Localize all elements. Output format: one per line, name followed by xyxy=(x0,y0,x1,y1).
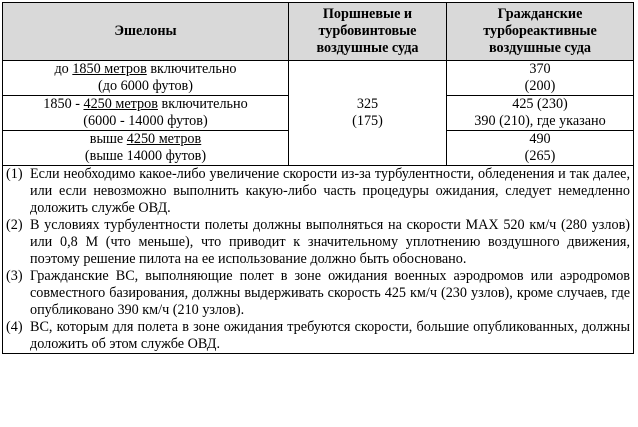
note-item: (3) Гражданские ВС, выполняющие полет в зоне ожидания военных аэродромов или аэродромов совместного базирования, должны выдерживать скорость 425 км/ч (230 узлов), кроме случаев, где опубликовано 390 км/ч (210 узлов). xyxy=(6,268,630,318)
table-row xyxy=(3,61,634,96)
note-item: (4) ВС, которым для полета в зоне ожидания требуются скорости, большие опубликованных, должны доложить об этом службе ОВД. xyxy=(6,319,630,352)
table-header-row xyxy=(3,3,634,61)
note-item: (2) В условиях турбулентности полеты должны выполняться на скорости MAX 520 км/ч (280 узлов) или 0,8 M (что меньше), что приводит к значительному уплотнению воздушного движения, поэтому решение пилота на ее использование должно быть обосновано. xyxy=(6,217,630,267)
civil-speed-cell: 425 (230) 390 (210), где указано xyxy=(447,96,634,131)
level-cell: 1850 - 4250 метров включительно (6000 - 14000 футов) xyxy=(3,96,289,131)
note-item: (1) Если необходимо какое-либо увеличение скорости из-за турбулентности, обледенения и так далее, или если невозможно выполнить какую-либо часть процедуры ожидания, следует немедленно доложить службе ОВД. xyxy=(6,166,630,216)
level-cell: до 1850 метров включительно (до 6000 футов) xyxy=(3,61,289,96)
holding-speed-table xyxy=(2,2,634,354)
header-piston-turboprop: Поршневые и турбовинтовые воздушные суда xyxy=(289,3,447,61)
piston-speed-cell: 325 (175) xyxy=(289,61,447,166)
notes-row xyxy=(3,166,634,354)
level-cell: выше 4250 метров (выше 14000 футов) xyxy=(3,131,289,166)
civil-speed-cell: 490 (265) xyxy=(447,131,634,166)
notes-cell xyxy=(3,166,634,354)
header-civil-jet: Гражданские турбореактивные воздушные суда xyxy=(447,3,634,61)
header-flight-levels: Эшелоны xyxy=(3,3,289,61)
civil-speed-cell: 370 (200) xyxy=(447,61,634,96)
